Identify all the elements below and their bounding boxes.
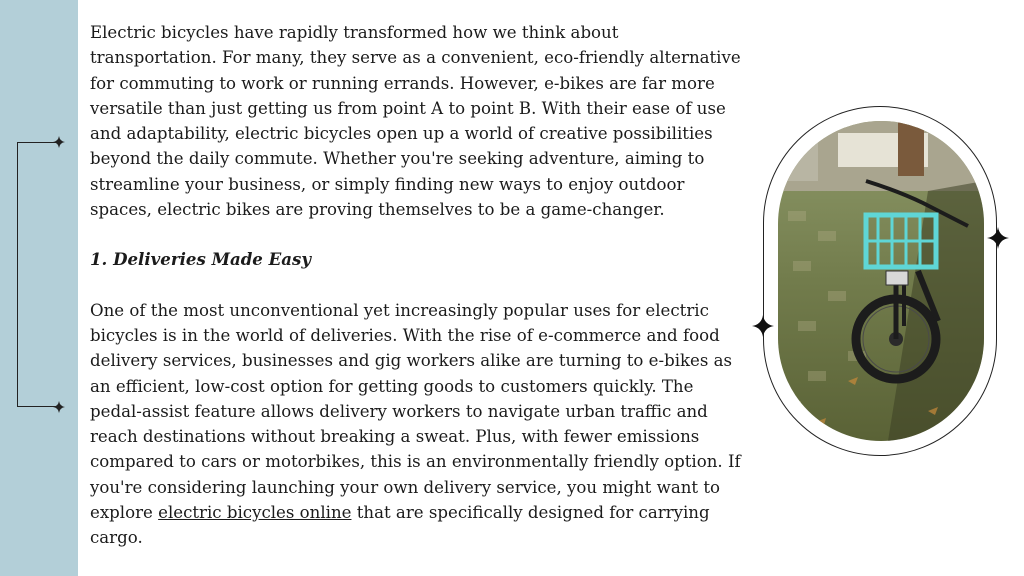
section-heading: 1. Deliveries Made Easy <box>90 249 312 270</box>
sparkle-icon <box>53 136 65 148</box>
sparkle-icon <box>53 401 65 413</box>
sparkle-icon <box>751 314 775 338</box>
electric-bike-photo <box>778 121 984 441</box>
paragraph-text: One of the most unconventional yet increasingly popular uses for electric bicycles is in the world of deliveries. With the rise of e-commerce and food delivery services, businesses and gig workers alike are turning to e-bikes as an efficient, low-cost option for getting goods to customers quickly. The pedal-assist feature allows delivery workers to navigate urban traffic and reach destinations without breaking a sweat. Plus, with fewer emissions compared to cars or motorbikes, this is an environmentally friendly option. If you're considering launching your own delivery service, you might want to explore <box>90 300 741 523</box>
intro-paragraph: Electric bicycles have rapidly transformed how we think about transportation. For many, they serve as a convenient, eco-friendly alternative for commuting to work or running errands. However, e-bikes are far more versatile than just getting us from point A to point B. With their ease of use and adaptability, electric bicycles open up a world of creative possibilities beyond the daily commute. Whether you're seeking adventure, aiming to streamline your business, or simply finding new ways to enjoy outdoor spaces, electric bikes are proving themselves to be a game-changer. <box>90 23 741 220</box>
electric-bicycles-online-link[interactable]: electric bicycles online <box>158 503 352 523</box>
article-body <box>90 20 750 551</box>
deliveries-paragraph <box>90 298 750 551</box>
sparkle-icon <box>986 226 1010 250</box>
decorative-bracket <box>17 142 61 407</box>
paragraph-text-end: that are specifically designed for carrying cargo. <box>90 503 710 548</box>
